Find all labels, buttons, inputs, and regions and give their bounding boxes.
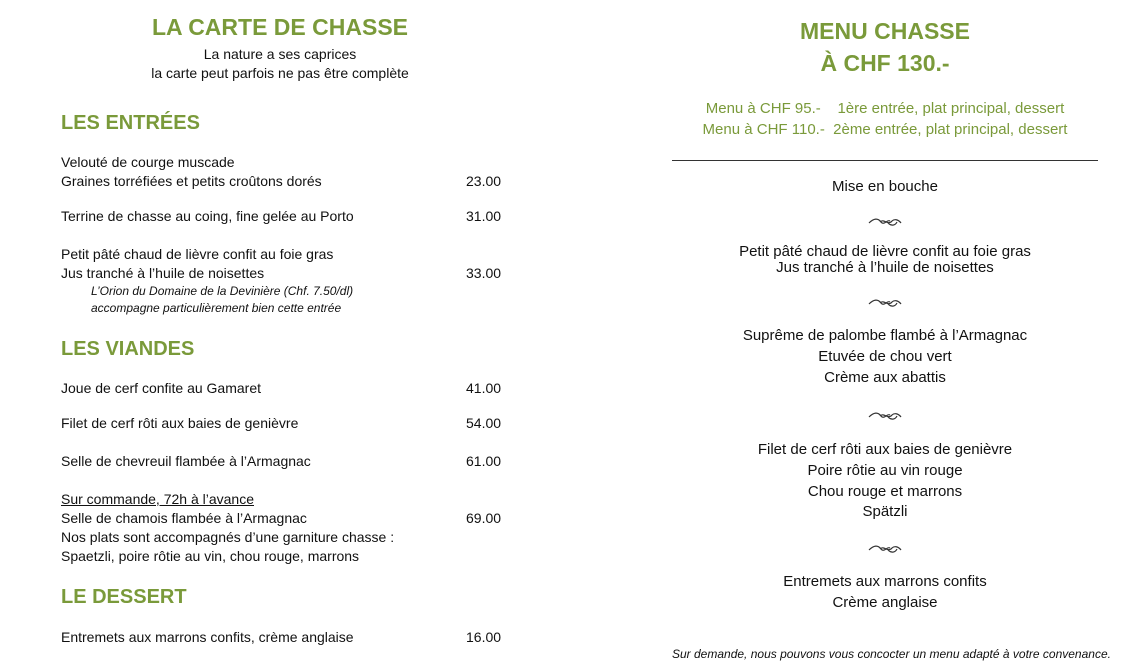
viande-3-price: 61.00	[466, 453, 502, 469]
course-3-line-3: Crème aux abattis	[824, 369, 946, 386]
viande-2-price: 54.00	[466, 415, 502, 431]
viande-4: Selle de chamois flambée à l’Armagnac	[61, 510, 307, 526]
wine-note-line-1: L’Orion du Domaine de la Devinière (Chf. 7.50/dl)	[91, 284, 354, 298]
carte-subtitle-2: la carte peut parfois ne pas être complète	[151, 65, 409, 81]
course-4-line-1: Filet de cerf rôti aux baies de genièvre	[757, 441, 1013, 458]
entree-1-line-2: Graines torréfiées et petits croûtons dorés	[61, 173, 322, 189]
menu-option-1: Menu à CHF 95.- 1ère entrée, plat principal, dessert	[705, 100, 1065, 117]
garnish-line-2: Spaetzli, poire rôtie au vin, chou rouge, marrons	[61, 548, 360, 564]
course-2-line-2: Jus tranché à l’huile de noisettes	[776, 259, 994, 276]
carte-subtitle-1: La nature a ses caprices	[203, 46, 357, 62]
wine-note-line-2: accompagne particulièrement bien cette entrée	[91, 301, 342, 315]
section-heading-viandes: LES VIANDES	[61, 338, 195, 360]
viande-1-price: 41.00	[466, 380, 502, 396]
course-5-line-1: Entremets aux marrons confits	[783, 573, 987, 590]
flourish-ornament-icon	[672, 295, 1098, 307]
dessert-1-price: 16.00	[466, 629, 502, 645]
viande-1: Joue de cerf confite au Gamaret	[61, 380, 261, 396]
section-heading-entrees: LES ENTRÉES	[61, 112, 200, 134]
menu-title: MENU CHASSE	[800, 18, 970, 44]
flourish-ornament-icon	[672, 214, 1098, 226]
menu-divider	[672, 160, 1098, 161]
flourish-ornament-icon	[672, 541, 1098, 553]
course-1: Mise en bouche	[832, 178, 938, 195]
entree-2-price: 31.00	[466, 208, 502, 224]
dessert-1: Entremets aux marrons confits, crème anglaise	[61, 629, 354, 645]
carte-title: LA CARTE DE CHASSE	[152, 14, 408, 40]
garnish-line-1: Nos plats sont accompagnés d’une garniture chasse :	[61, 529, 395, 545]
menu-option-2: Menu à CHF 110.- 2ème entrée, plat principal, dessert	[702, 121, 1068, 138]
viande-4-price: 69.00	[466, 510, 502, 526]
entree-3-line-1: Petit pâté chaud de lièvre confit au foie gras	[61, 246, 334, 262]
footer-note: Sur demande, nous pouvons vous concocter un menu adapté à votre convenance.	[672, 647, 1111, 661]
viande-2: Filet de cerf rôti aux baies de genièvre	[61, 415, 299, 431]
entree-3-price: 33.00	[466, 265, 502, 281]
entree-1-line-1: Velouté de courge muscade	[61, 154, 235, 170]
course-4-line-3: Chou rouge et marrons	[807, 483, 963, 500]
course-3-line-2: Etuvée de chou vert	[818, 348, 952, 365]
order-note: Sur commande, 72h à l’avance	[61, 491, 254, 507]
course-4-line-4: Spätzli	[862, 503, 908, 520]
entree-2-line-1: Terrine de chasse au coing, fine gelée au Porto	[61, 208, 354, 224]
viande-3: Selle de chevreuil flambée à l’Armagnac	[61, 453, 311, 469]
course-2-line-1: Petit pâté chaud de lièvre confit au foie gras	[739, 243, 1031, 260]
menu-price-title: À CHF 130.-	[820, 50, 950, 76]
flourish-ornament-icon	[672, 408, 1098, 420]
course-5-line-2: Crème anglaise	[832, 594, 938, 611]
entree-3-line-2: Jus tranché à l’huile de noisettes	[61, 265, 265, 281]
entree-1-price: 23.00	[466, 173, 502, 189]
course-3-line-1: Suprême de palombe flambé à l’Armagnac	[742, 327, 1028, 344]
course-4-line-2: Poire rôtie au vin rouge	[807, 462, 963, 479]
section-heading-dessert: LE DESSERT	[61, 586, 187, 608]
